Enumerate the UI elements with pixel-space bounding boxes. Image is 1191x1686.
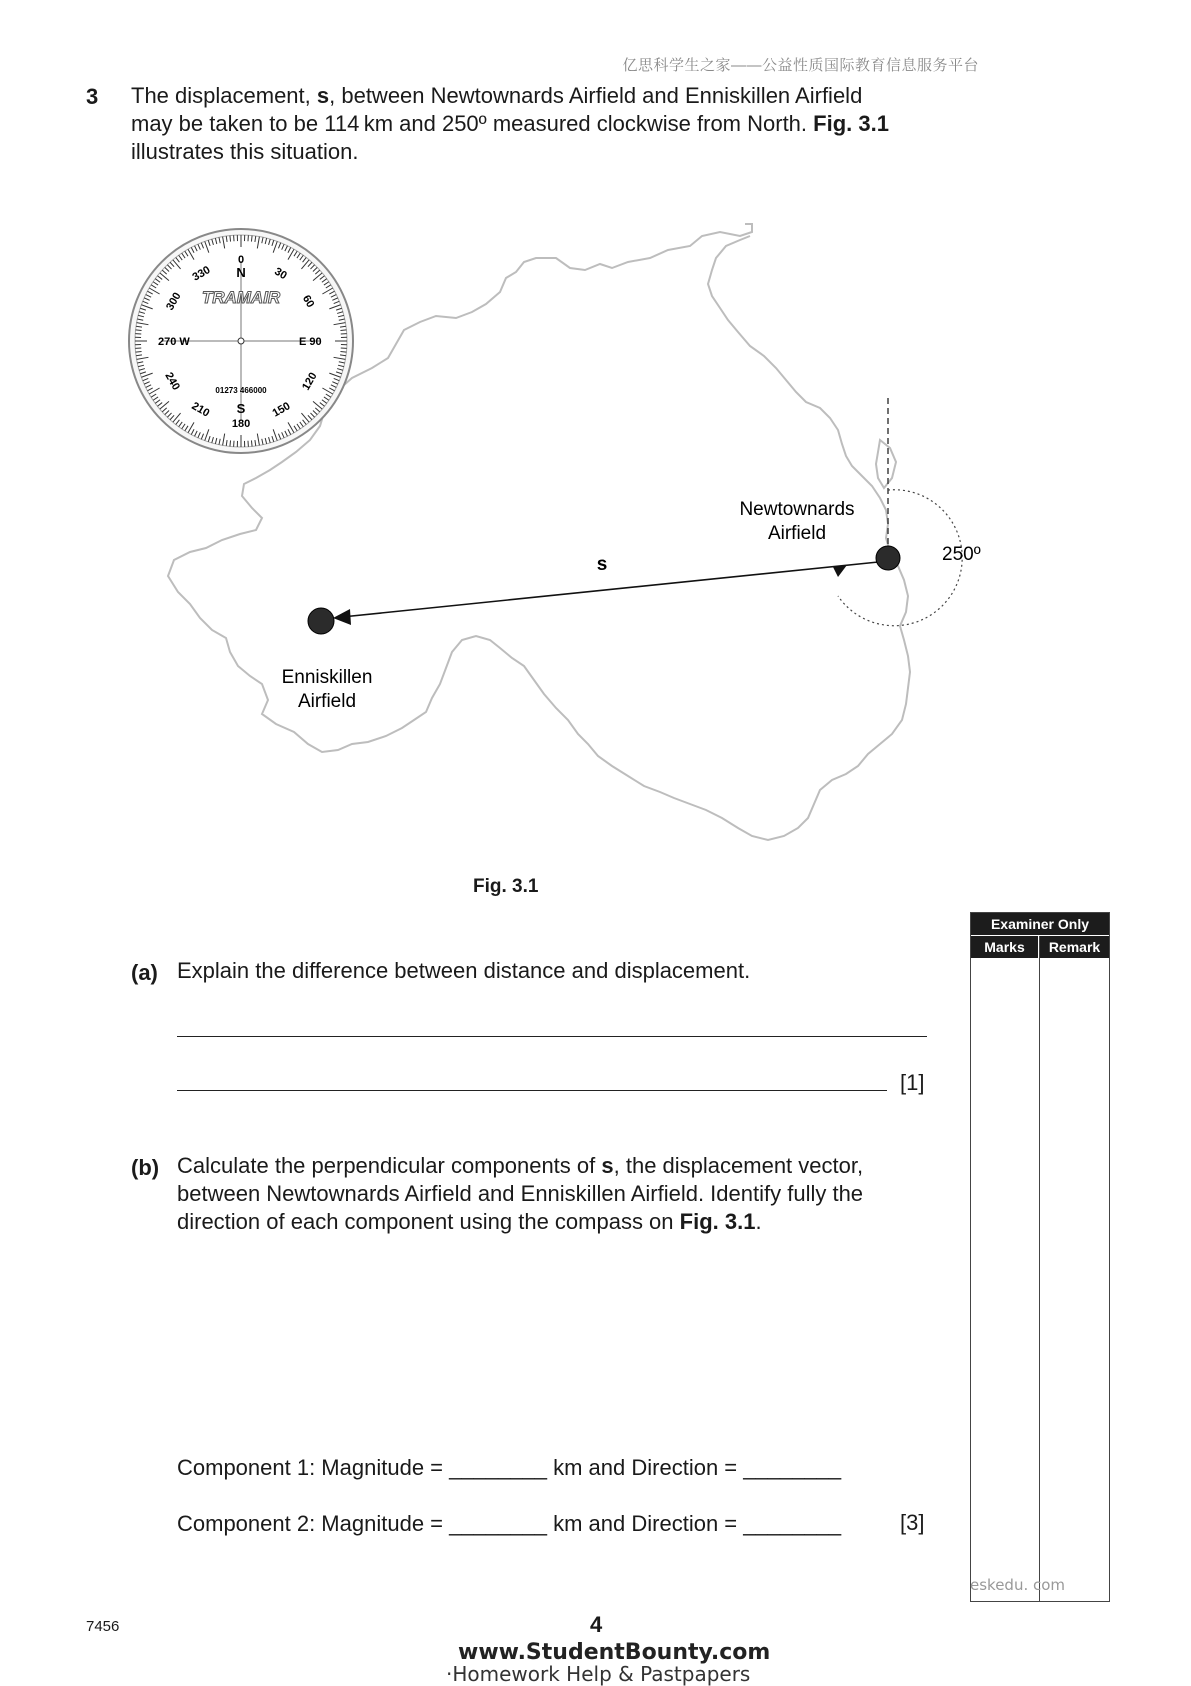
compass-n: N bbox=[236, 265, 245, 280]
newtownards-label-2: Airfield bbox=[768, 523, 826, 544]
answer-line-a2[interactable] bbox=[177, 1090, 887, 1091]
compass-tick bbox=[136, 351, 142, 352]
compass-240: 240 bbox=[162, 371, 182, 393]
part-b-text: Calculate the perpendicular components of s, the displacement vector, between Newtownards Airfield and Enniskillen Airfield. Identify fully the direction of each component using the compass on Fig. 3.1. bbox=[177, 1152, 937, 1236]
compass-tick bbox=[251, 236, 252, 242]
compass-w: 270 W bbox=[158, 336, 190, 348]
part-b-label: (b) bbox=[131, 1155, 159, 1181]
angle-label: 250º bbox=[942, 544, 981, 565]
vector-label: s bbox=[597, 554, 608, 575]
remark-header: Remark bbox=[1040, 936, 1109, 958]
part-a-text: Explain the difference between distance and displacement. bbox=[177, 957, 937, 985]
compass-tick bbox=[230, 236, 231, 242]
compass-120: 120 bbox=[300, 371, 320, 393]
compass-180: 180 bbox=[232, 418, 250, 430]
enniskillen-marker bbox=[308, 608, 334, 634]
vector-s: s bbox=[317, 83, 329, 108]
compass-60: 60 bbox=[300, 293, 317, 310]
compass-330: 330 bbox=[191, 264, 213, 284]
displacement-vector bbox=[342, 561, 888, 617]
studentbounty-url[interactable]: www.StudentBounty.com bbox=[458, 1640, 770, 1665]
answer-line-a1[interactable] bbox=[177, 1036, 927, 1037]
enniskillen-label-2: Airfield bbox=[298, 691, 356, 712]
part-a-mark: [1] bbox=[900, 1070, 924, 1096]
examiner-divider bbox=[1039, 936, 1040, 1601]
question-text: The displacement, s, between Newtownards Airfield and Enniskillen Airfield may be taken to be 114 km and 250º measured clockwise from North. Fig. 3.1 illustrates this situation. bbox=[131, 82, 891, 166]
compass-phone: 01273 466000 bbox=[215, 386, 267, 395]
newtownards-marker bbox=[876, 546, 900, 570]
compass-30: 30 bbox=[272, 266, 289, 283]
compass-210: 210 bbox=[190, 400, 212, 420]
compass-tick bbox=[340, 330, 346, 331]
compass-dial bbox=[129, 229, 353, 453]
studentbounty-tagline: ·Homework Help & Pastpapers bbox=[446, 1662, 750, 1686]
compass-tick bbox=[230, 440, 231, 446]
compass-s: S bbox=[237, 401, 246, 416]
compass-tick bbox=[340, 351, 346, 352]
marks-header: Marks bbox=[971, 936, 1038, 958]
part-b-mark: [3] bbox=[900, 1510, 924, 1536]
compass-tick bbox=[136, 330, 142, 331]
component-2-line[interactable]: Component 2: Magnitude = ________ km and Direction = ________ bbox=[177, 1510, 841, 1538]
component-1-line[interactable]: Component 1: Magnitude = ________ km and Direction = ________ bbox=[177, 1454, 841, 1482]
examiner-only-title: Examiner Only bbox=[971, 913, 1109, 935]
figure-caption: Fig. 3.1 bbox=[473, 876, 538, 898]
map-inlet bbox=[876, 440, 896, 488]
compass-zero: 0 bbox=[238, 254, 244, 266]
fig-ref: Fig. 3.1 bbox=[813, 111, 889, 136]
figure-3-1 bbox=[0, 200, 1191, 880]
compass-300: 300 bbox=[164, 291, 184, 313]
page-number: 4 bbox=[590, 1612, 602, 1638]
question-number: 3 bbox=[86, 84, 98, 110]
compass-tick bbox=[251, 440, 252, 446]
enniskillen-label-1: Enniskillen bbox=[282, 667, 373, 688]
vector-arrowhead bbox=[333, 609, 351, 625]
compass-150: 150 bbox=[271, 400, 293, 420]
eskedu-watermark: eskedu. com bbox=[970, 1576, 1065, 1594]
compass-e: E 90 bbox=[299, 336, 322, 348]
examiner-only-box bbox=[970, 912, 1110, 1602]
compass-brand: TRAMAIR bbox=[202, 288, 281, 307]
part-a-label: (a) bbox=[131, 960, 158, 986]
newtownards-label-1: Newtownards bbox=[739, 499, 854, 520]
paper-code: 7456 bbox=[86, 1618, 119, 1635]
header-watermark: 亿思科学生之家——公益性质国际教育信息服务平台 bbox=[622, 54, 979, 75]
